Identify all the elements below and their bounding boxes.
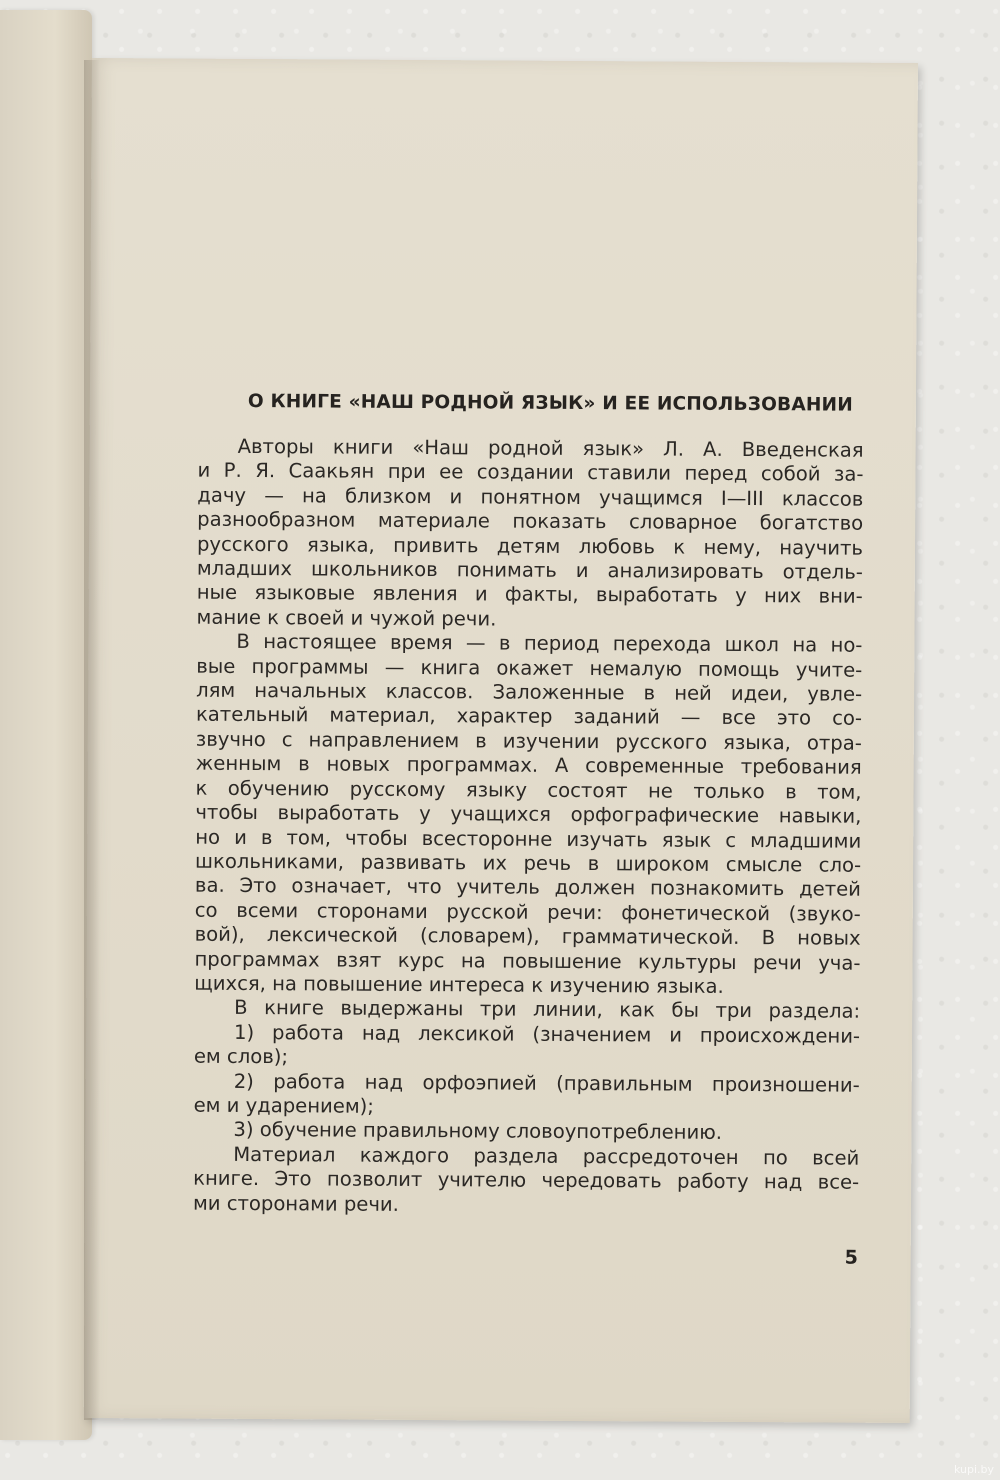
text-line: вой), лексической (словарем), грамматической. В новых [194, 922, 861, 950]
text-line: женным в новых программах. А современные требования [195, 751, 862, 779]
text-line: ные языковые явления и факты, выработать у них вни- [196, 581, 863, 609]
text-line: вые программы — книга окажет немалую помощь учите- [196, 654, 863, 682]
text-line: ми сторонами речи. [192, 1191, 400, 1216]
text-line: 2) работа над орфоэпией (правильным произношени- [233, 1069, 860, 1097]
text-line: разнообразном материале показать словарное богатство [197, 507, 864, 535]
text-line: русского языка, привить детям любовь к нему, научить [196, 532, 864, 560]
body-text [193, 435, 864, 1220]
left-page-edge [0, 10, 92, 1440]
text-line: и Р. Я. Саакьян при ее создании ставили перед собой за- [197, 459, 864, 487]
text-line: Материал каждого раздела рассредоточен по всей [233, 1142, 860, 1170]
text-line: В книге выдержаны три линии, как бы три раздела: [234, 996, 861, 1024]
text-line: В настоящее время — в период перехода школ на но- [236, 630, 863, 657]
text-line: школьниками, развивать их речь в широком смысле сло- [195, 849, 862, 877]
text-line: программах взят курс на повышение культуры речи уча- [194, 947, 861, 975]
text-line: ем слов); [193, 1044, 289, 1069]
text-line: чтобы выработать у учащихся орфографические навыки, [195, 800, 862, 828]
text-line: лям начальных классов. Заложенные в ней идеи, увле- [196, 678, 863, 706]
text-line: со всеми сторонами русской речи: фонетической (звуко- [194, 898, 861, 926]
text-line: дачу — на близком и понятном учащимся I—III классов [197, 483, 864, 511]
text-line: ем и ударением); [193, 1093, 374, 1118]
book-page [84, 58, 918, 1423]
text-line: книге. Это позволит учителю чередовать работу над все- [193, 1166, 860, 1194]
text-line: щихся, на повышение интереса к изучению языка. [194, 971, 724, 998]
section-heading: О КНИГЕ «НАШ РОДНОЙ ЯЗЫК» И ЕЕ ИСПОЛЬЗОВАНИИ [247, 390, 854, 416]
text-line: мание к своей и чужой речи. [196, 605, 497, 631]
text-line: младших школьников понимать и анализировать отдель- [196, 556, 863, 584]
page-number: 5 [844, 1246, 858, 1269]
text-line: кательный материал, характер заданий — все это со- [195, 703, 863, 731]
text-line: 3) обучение правильному словоупотреблению. [233, 1118, 723, 1145]
text-line: но и в том, чтобы всесторонне изучать язык с младшими [195, 825, 862, 853]
watermark: kupi.by [953, 1463, 994, 1476]
text-line: 1) работа над лексикой (значением и происхождени- [233, 1020, 861, 1048]
text-line: к обучению русскому языку состоят не только в том, [195, 776, 862, 804]
text-line: ва. Это означает, что учитель должен познакомить детей [194, 873, 862, 902]
spine-shadow [84, 60, 100, 1420]
text-line: Авторы книги «Наш родной язык» Л. А. Введенская [237, 434, 864, 462]
text-line: звучно с направлением в изучении русского языка, отра- [195, 727, 862, 755]
